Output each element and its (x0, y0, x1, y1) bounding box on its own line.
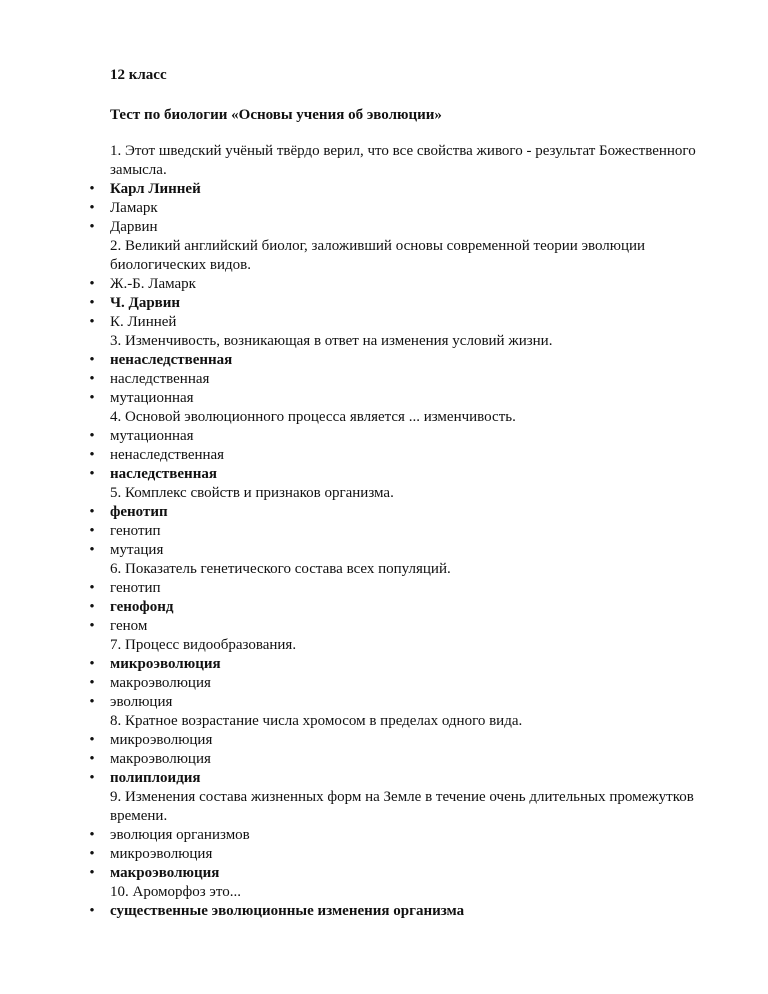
bullet-icon: • (89, 200, 95, 216)
answer-option-correct (89, 864, 730, 883)
bullet-icon: • (89, 599, 95, 615)
bullet-icon: • (89, 447, 95, 463)
bullet-icon: • (89, 181, 95, 197)
answer-option (89, 275, 730, 294)
answer-option (89, 522, 730, 541)
bullet-icon: • (89, 675, 95, 691)
answer-option (89, 370, 730, 389)
answer-option-text: микроэволюция (110, 732, 213, 748)
answer-option-text: геном (110, 618, 148, 634)
answer-option-text: Ж.-Б. Ламарк (110, 276, 196, 292)
question-text: 7. Процесс видообразования. (110, 637, 297, 653)
answer-option-text: существенные эволюционные изменения организма (110, 903, 465, 919)
answer-option (89, 427, 730, 446)
answer-option (89, 845, 730, 864)
bullet-icon: • (89, 903, 95, 919)
answer-option-text: макроэволюция (110, 675, 211, 691)
answer-option-text: генотип (110, 523, 161, 539)
answer-option-text: фенотип (110, 504, 168, 520)
answer-option (89, 541, 730, 560)
answer-option-correct (89, 465, 730, 484)
answer-option-correct (89, 655, 730, 674)
answer-option-text: эволюция организмов (110, 827, 250, 843)
quiz-body (89, 142, 730, 921)
bullet-icon: • (89, 865, 95, 881)
answer-option-correct (89, 180, 730, 199)
answer-option (89, 446, 730, 465)
answer-option-text: мутация (110, 542, 164, 558)
answer-option-text: Карл Линней (110, 181, 201, 197)
answer-option-text: мутационная (110, 428, 194, 444)
bullet-icon: • (89, 523, 95, 539)
answer-option (89, 218, 730, 237)
bullet-icon: • (89, 542, 95, 558)
answer-option-text: Ламарк (110, 200, 158, 216)
question-text: 6. Показатель генетического состава всех популяций. (110, 561, 451, 577)
answer-option-correct (89, 769, 730, 788)
grade-heading: 12 класс (110, 67, 167, 83)
bullet-icon: • (89, 732, 95, 748)
bullet-icon: • (89, 466, 95, 482)
bullet-icon: • (89, 352, 95, 368)
answer-option (89, 674, 730, 693)
answer-option-correct (89, 598, 730, 617)
answer-option-correct (89, 503, 730, 522)
answer-option-text: генофонд (110, 599, 174, 615)
answer-option-correct (89, 902, 730, 921)
answer-option-text: макроэволюция (110, 865, 220, 881)
bullet-icon: • (89, 504, 95, 520)
bullet-icon: • (89, 751, 95, 767)
bullet-icon: • (89, 219, 95, 235)
answer-option (89, 750, 730, 769)
answer-option-text: Дарвин (110, 219, 158, 235)
answer-option-text: микроэволюция (110, 656, 221, 672)
bullet-icon: • (89, 580, 95, 596)
bullet-icon: • (89, 428, 95, 444)
bullet-icon: • (89, 276, 95, 292)
question-text: 4. Основой эволюционного процесса является ... изменчивость. (110, 409, 516, 425)
answer-option-correct (89, 351, 730, 370)
answer-option (89, 693, 730, 712)
bullet-icon: • (89, 618, 95, 634)
answer-option-text: Ч. Дарвин (110, 295, 181, 311)
answer-option-text: генотип (110, 580, 161, 596)
answer-option (89, 199, 730, 218)
answer-option-text: макроэволюция (110, 751, 211, 767)
answer-option-text: наследственная (110, 466, 217, 482)
bullet-icon: • (89, 295, 95, 311)
question-text: 9. Изменения состава жизненных форм на Земле в течение очень длительных промежутков времени. (110, 789, 694, 824)
answer-option-text: эволюция (110, 694, 173, 710)
bullet-icon: • (89, 694, 95, 710)
question-text: 3. Изменчивость, возникающая в ответ на изменения условий жизни. (110, 333, 553, 349)
test-title: Тест по биологии «Основы учения об эволюции» (110, 107, 442, 123)
answer-option (89, 579, 730, 598)
bullet-icon: • (89, 827, 95, 843)
answer-option-text: ненаследственная (110, 352, 233, 368)
bullet-icon: • (89, 371, 95, 387)
answer-option-text: ненаследственная (110, 447, 225, 463)
answer-option-text: мутационная (110, 390, 194, 406)
answer-option (89, 617, 730, 636)
answer-option-text: наследственная (110, 371, 210, 387)
answer-option-text: полиплоидия (110, 770, 201, 786)
answer-option (89, 389, 730, 408)
bullet-icon: • (89, 314, 95, 330)
answer-option (89, 731, 730, 750)
question-text: 2. Великий английский биолог, заложивший основы современной теории эволюции биологических видов. (110, 238, 646, 273)
bullet-icon: • (89, 656, 95, 672)
answer-option-correct (89, 294, 730, 313)
answer-option-text: К. Линней (110, 314, 177, 330)
bullet-icon: • (89, 770, 95, 786)
question-text: 1. Этот шведский учёный твёрдо верил, что все свойства живого - результат Божественного замысла. (110, 143, 696, 178)
answer-option (89, 826, 730, 845)
question-text: 8. Кратное возрастание числа хромосом в пределах одного вида. (110, 713, 523, 729)
question-text: 5. Комплекс свойств и признаков организма. (110, 485, 394, 501)
answer-option-text: микроэволюция (110, 846, 213, 862)
question-text: 10. Ароморфоз это... (110, 884, 241, 900)
bullet-icon: • (89, 846, 95, 862)
answer-option (89, 313, 730, 332)
bullet-icon: • (89, 390, 95, 406)
